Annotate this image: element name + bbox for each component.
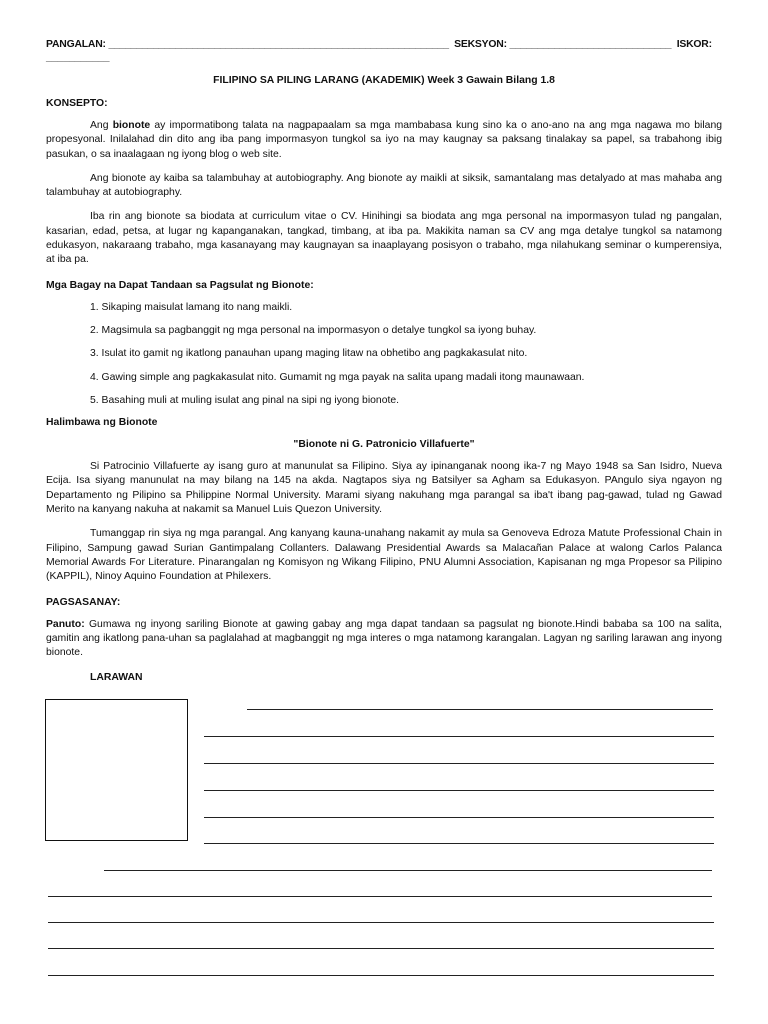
bagay-list	[46, 301, 722, 408]
example-paragraph-1: Si Patrocinio Villafuerte ay isang guro at manunulat sa Filipino. Siya ay ipinanganak noong ika-7 ng Mayo 1948 sa San Isidro, Nueva Ecija. Isa siyang manunulat na may bilang na 145 na akda. Nagtapos siya ng Batsilyer sa Agham sa Edukasyon. PAngulo siya ngayon ng Departamento ng Pilipino sa Philippine Normal University. Marami siyang nakuhang mga parangal sa iba't ibang pag-gawad, tulad ng Gawad Merito na kanyang nakuha at nakamit sa Manuel Luis Quezon University.	[46, 461, 722, 516]
photo-box[interactable]	[45, 699, 188, 841]
score-blank[interactable]: ___________	[46, 52, 110, 63]
panuto-paragraph: Panuto: Gumawa ng inyong sariling Bionote at gawing gabay ang mga dapat tandaan sa pagsulat ng bionote.Hindi bababa sa 100 na salita, gamitin ang ikatlong pana-uhan sa paglalahad at magbanggit ng mga interes o mga natamong karangalan. Lagyan ng sariling larawan ang inyong bionote.	[46, 618, 722, 659]
bagay-heading: Mga Bagay na Dapat Tandaan sa Pagsulat ng Bionote:	[46, 279, 314, 291]
answer-line[interactable]	[204, 763, 714, 764]
student-info-header	[46, 38, 722, 64]
answer-line[interactable]	[48, 948, 714, 949]
section-blank[interactable]: _____________________________	[509, 39, 672, 50]
list-item: 3. Isulat ito gamit ng ikatlong panauhan upang maging litaw na obhetibo ang pagkakasulat nito.	[90, 348, 528, 360]
answer-line[interactable]	[204, 790, 714, 791]
answer-line[interactable]	[104, 870, 712, 871]
pagsasanay-heading: PAGSASANAY:	[46, 596, 121, 608]
konsepto-heading: KONSEPTO:	[46, 98, 108, 109]
konsepto-paragraph-3: Iba rin ang bionote sa biodata at curriculum vitae o CV. Hinihingi sa biodata ang mga personal na impormasyon tulad ng pangalan, kasarian, edad, petsa, at lugar ng kapanganakan, tangkad, timbang, at iba pa. Makikita naman sa CV ang mga detalye tungkol sa natamong edukasyon, nakaraang trabaho, mga kasanayang may kaugnayan sa inaaplayang posisyon o trabaho, mga nilahukang seminar o kumperensiya, at iba pa.	[46, 211, 722, 266]
list-item: 1. Sikaping maisulat lamang ito nang maikli.	[90, 301, 293, 313]
answer-line[interactable]	[247, 709, 713, 710]
answer-line[interactable]	[204, 843, 714, 844]
panuto-label: Panuto:	[46, 618, 85, 630]
konsepto-paragraph-1: Ang bionote ay impormatibong talata na nagpapaalam sa mga mambabasa kung sino ka o ano-ano na ang mga nagawa mo bilang propesyonal. Inilalahad din dito ang iba pang impormasyon tungkol sa iyo na may kaugnay sa paksang tinalakay sa papel, sa trabahong ibig pasukan, o sa inaalagaan ng iyong blog o web site.	[46, 120, 723, 160]
answer-line[interactable]	[204, 736, 714, 737]
list-item: 5. Basahing muli at muling isulat ang pinal na sipi ng iyong bionote.	[90, 394, 400, 406]
list-item: 4. Gawing simple ang pagkakasulat nito. Gumamit ng mga payak na salita upang madali itong maunawaan.	[90, 371, 585, 383]
answer-line[interactable]	[48, 922, 714, 923]
bionote-term: bionote	[112, 120, 151, 131]
answer-line[interactable]	[204, 817, 714, 818]
konsepto-paragraph-2: Ang bionote ay kaiba sa talambuhay at autobiography. Ang bionote ay maikli at siksik, samantalang mas detalyado at mas mahaba ang talambuhay at autobiography.	[46, 172, 722, 199]
answer-line[interactable]	[48, 975, 714, 976]
section-label: SEKSYON:	[454, 39, 507, 50]
name-label: PANGALAN:	[46, 39, 106, 50]
larawan-label: LARAWAN	[90, 672, 143, 684]
halimbawa-heading: Halimbawa ng Bionote	[46, 417, 158, 429]
worksheet-title: FILIPINO SA PILING LARANG (AKADEMIK) Week 3 Gawain Bilang 1.8	[213, 75, 555, 86]
answer-line[interactable]	[48, 896, 712, 897]
score-label: ISKOR:	[676, 39, 712, 50]
example-paragraph-2: Tumanggap rin siya ng mga parangal. Ang kanyang kauna-unahang nakamit ay mula sa Genoveva Edroza Matute Professional Chain in Filipino, Sampung gawad Surian Gantimpalang Collanters. Dalawang Presidential Awards sa Malacañan Palace at walong Carlos Palanca Memorial Awards For Literature. Pinarangalan ng Komisyon ng Wikang Filipino, PNU Alumni Association, Kapisanan ng mga Propesor sa Pilipino (KAPPIL), Ninoy Aquino Foundation at Philexers.	[46, 528, 722, 583]
name-blank[interactable]: _____________________________________________________________	[108, 39, 449, 50]
bionote-example-title: "Bionote ni G. Patronicio Villafuerte"	[293, 439, 475, 451]
list-item: 2. Magsimula sa pagbanggit ng mga personal na impormasyon o detalye tungkol sa iyong buhay.	[90, 324, 537, 336]
